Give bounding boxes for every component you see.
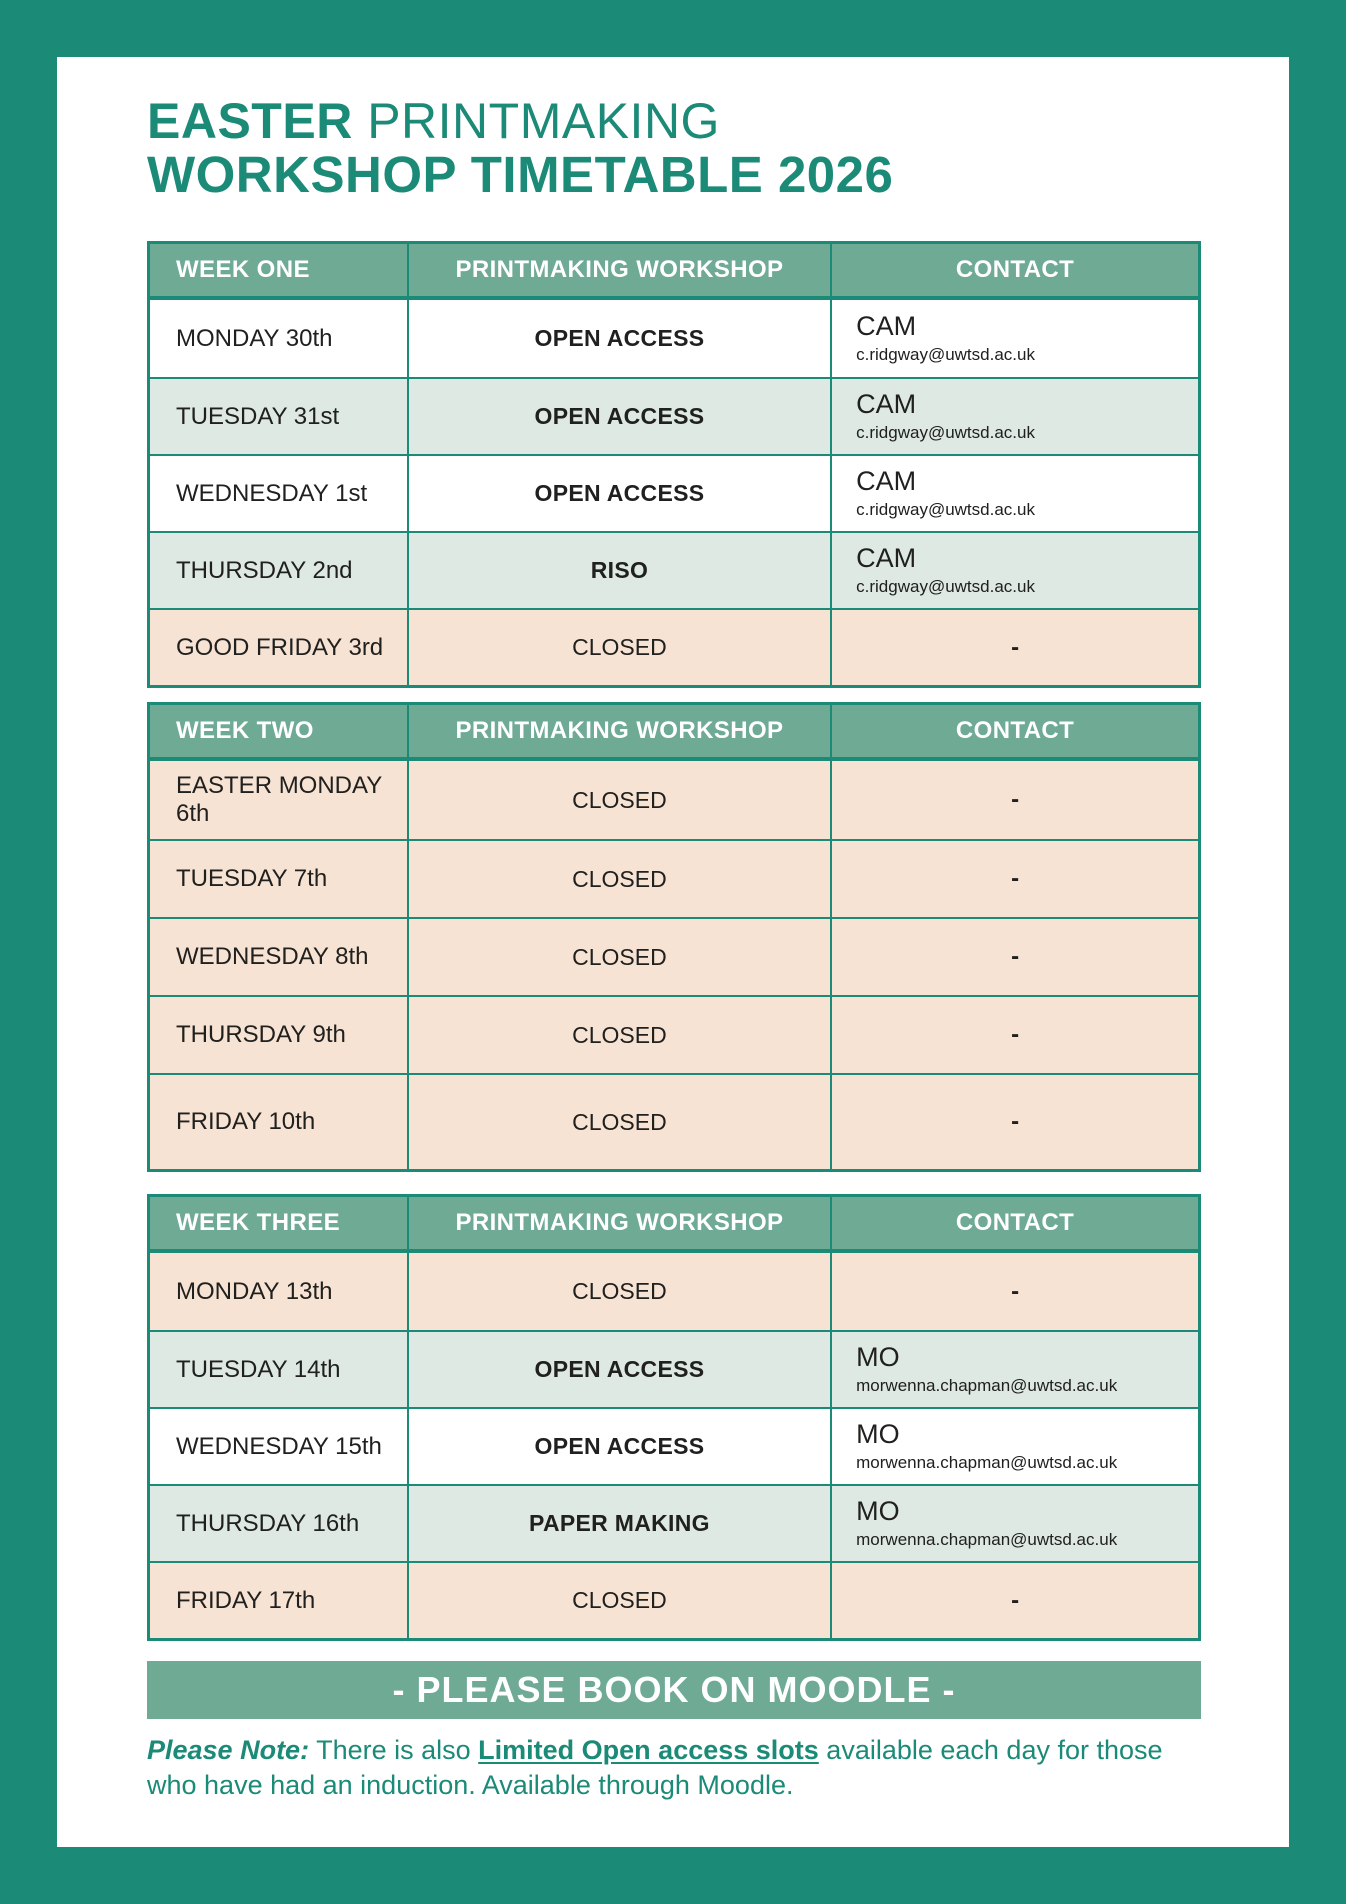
footnote-text-2: available each day for those who have had an induction. Available through Moodle.	[147, 1735, 1163, 1800]
workshop-label: OPEN ACCESS	[407, 300, 830, 377]
table-row	[150, 917, 1198, 995]
page-title-line1	[147, 95, 1201, 148]
day-label: WEDNESDAY 1st	[176, 479, 368, 507]
day-label: MONDAY 13th	[176, 1277, 333, 1305]
footnote-lead: Please Note:	[147, 1735, 310, 1766]
footnote	[147, 1733, 1201, 1802]
table-body	[150, 761, 1198, 1169]
footnote-underlined-text: Limited Open access slots	[478, 1735, 819, 1766]
workshop-label: RISO	[407, 533, 830, 608]
contact-column-header: CONTACT	[830, 244, 1198, 296]
contact-email: c.ridgway@uwtsd.ac.uk	[856, 423, 1035, 443]
contact-dash: -	[830, 610, 1198, 685]
table-row	[150, 761, 1198, 839]
table-body	[150, 1253, 1198, 1638]
table-header-row	[150, 1197, 1198, 1253]
contact-column-header: CONTACT	[830, 1197, 1198, 1249]
day-label: TUESDAY 31st	[176, 402, 340, 430]
day-label: THURSDAY 16th	[176, 1509, 360, 1537]
table-row	[150, 1561, 1198, 1638]
table-row	[150, 531, 1198, 608]
contact-email: c.ridgway@uwtsd.ac.uk	[856, 500, 1035, 520]
contact-email: c.ridgway@uwtsd.ac.uk	[856, 345, 1035, 365]
contact-cell	[830, 1332, 1198, 1407]
footnote-text-1: There is also	[309, 1735, 479, 1766]
contact-cell	[830, 379, 1198, 454]
title-word-easter: EASTER	[147, 93, 353, 149]
workshop-label: CLOSED	[407, 761, 830, 839]
day-label: WEDNESDAY 15th	[176, 1432, 382, 1460]
contact-name: CAM	[856, 311, 917, 342]
timetable-week-two	[147, 702, 1201, 1172]
workshop-column-header: PRINTMAKING WORKSHOP	[407, 244, 830, 296]
workshop-label: CLOSED	[407, 610, 830, 685]
day-label: TUESDAY 14th	[176, 1355, 341, 1383]
contact-column-header: CONTACT	[830, 705, 1198, 757]
table-row	[150, 1253, 1198, 1330]
contact-email: morwenna.chapman@uwtsd.ac.uk	[856, 1530, 1118, 1550]
contact-email: c.ridgway@uwtsd.ac.uk	[856, 577, 1035, 597]
day-label: FRIDAY 17th	[176, 1586, 316, 1614]
day-label: GOOD FRIDAY 3rd	[176, 633, 384, 661]
workshop-label: CLOSED	[407, 919, 830, 995]
page-title-line2: WORKSHOP TIMETABLE 2026	[147, 145, 894, 203]
workshop-column-header: PRINTMAKING WORKSHOP	[407, 705, 830, 757]
contact-name: MO	[856, 1496, 900, 1527]
day-label: MONDAY 30th	[176, 324, 333, 352]
table-row	[150, 1407, 1198, 1484]
week-column-header: WEEK THREE	[176, 1209, 341, 1237]
week-column-header: WEEK ONE	[176, 256, 310, 284]
workshop-column-header: PRINTMAKING WORKSHOP	[407, 1197, 830, 1249]
contact-dash: -	[830, 761, 1198, 839]
contact-name: CAM	[856, 389, 917, 420]
contact-cell	[830, 300, 1198, 377]
contact-name: MO	[856, 1342, 900, 1373]
timetable-week-one	[147, 241, 1201, 688]
contact-dash: -	[830, 919, 1198, 995]
table-row	[150, 1073, 1198, 1169]
workshop-label: OPEN ACCESS	[407, 1409, 830, 1484]
table-row	[150, 839, 1198, 917]
workshop-label: PAPER MAKING	[407, 1486, 830, 1561]
timetable-week-three	[147, 1194, 1201, 1641]
contact-cell	[830, 1409, 1198, 1484]
day-label: EASTER MONDAY 6th	[176, 772, 382, 828]
table-row	[150, 608, 1198, 685]
workshop-label: CLOSED	[407, 997, 830, 1073]
workshop-label: OPEN ACCESS	[407, 1332, 830, 1407]
contact-email: morwenna.chapman@uwtsd.ac.uk	[856, 1376, 1118, 1396]
week-column-header: WEEK TWO	[176, 717, 314, 745]
day-label: WEDNESDAY 8th	[176, 943, 369, 971]
contact-cell	[830, 533, 1198, 608]
contact-cell	[830, 1486, 1198, 1561]
table-header-row	[150, 244, 1198, 300]
contact-name: CAM	[856, 466, 917, 497]
workshop-label: CLOSED	[407, 841, 830, 917]
day-label: TUESDAY 7th	[176, 865, 328, 893]
table-body	[150, 300, 1198, 685]
contact-name: CAM	[856, 543, 917, 574]
table-row	[150, 300, 1198, 377]
table-row	[150, 377, 1198, 454]
poster-sheet	[57, 57, 1289, 1847]
table-row	[150, 995, 1198, 1073]
contact-dash: -	[830, 1075, 1198, 1169]
workshop-label: CLOSED	[407, 1075, 830, 1169]
title-word-printmaking: PRINTMAKING	[352, 93, 720, 149]
day-label: FRIDAY 10th	[176, 1108, 316, 1136]
book-on-moodle-banner: - PLEASE BOOK ON MOODLE -	[147, 1661, 1201, 1719]
workshop-label: OPEN ACCESS	[407, 379, 830, 454]
table-row	[150, 1330, 1198, 1407]
contact-name: MO	[856, 1419, 900, 1450]
workshop-label: OPEN ACCESS	[407, 456, 830, 531]
day-label: THURSDAY 2nd	[176, 556, 353, 584]
contact-email: morwenna.chapman@uwtsd.ac.uk	[856, 1453, 1118, 1473]
table-header-row	[150, 705, 1198, 761]
contact-dash: -	[830, 1563, 1198, 1638]
contact-cell	[830, 456, 1198, 531]
workshop-label: CLOSED	[407, 1253, 830, 1330]
table-row	[150, 1484, 1198, 1561]
contact-dash: -	[830, 1253, 1198, 1330]
workshop-label: CLOSED	[407, 1563, 830, 1638]
contact-dash: -	[830, 841, 1198, 917]
contact-dash: -	[830, 997, 1198, 1073]
table-row	[150, 454, 1198, 531]
day-label: THURSDAY 9th	[176, 1021, 346, 1049]
